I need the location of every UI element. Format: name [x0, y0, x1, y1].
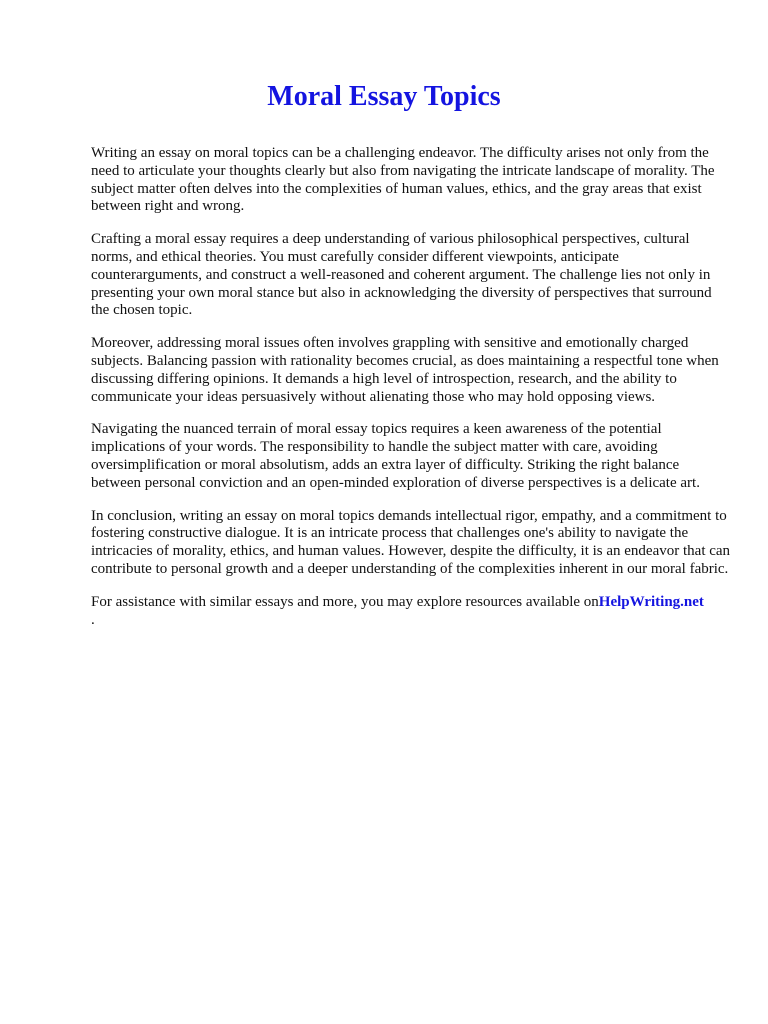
helpwriting-link[interactable]: HelpWriting.net — [598, 593, 704, 610]
page-title: Moral Essay Topics — [267, 81, 501, 112]
paragraph-5: In conclusion, writing an essay on moral topics demands intellectual rigor, empathy, and a commitment to fostering constructive dialogue. It is an intricate process that challenges one's ability to navigate the intricacies of morality, ethics, and human values. However, despite the difficulty, it is an endeavor that can contribute to personal growth and a deeper understanding of the complexities inherent in our moral fabric. — [91, 507, 731, 577]
essay-body — [91, 145, 731, 629]
paragraph-2: Crafting a moral essay requires a deep understanding of various philosophical perspectives, cultural norms, and ethical theories. You must carefully consider different viewpoints, anticipate counterarguments, and construct a well-reasoned and coherent argument. The challenge lies not only in presenting your own moral stance but also in acknowledging the diversity of perspectives that surround the chosen topic. — [91, 231, 712, 319]
closing-period: . — [91, 611, 95, 628]
closing-paragraph — [91, 594, 731, 630]
paragraph-4: Navigating the nuanced terrain of moral essay topics requires a keen awareness of the potential implications of your words. The responsibility to handle the subject matter with care, avoiding oversimplification or moral absolutism, adds an extra layer of difficulty. Striking the right balance between personal conviction and an open-minded exploration of diverse perspectives is a delicate art. — [91, 421, 700, 491]
closing-text: For assistance with similar essays and more, you may explore resources available on — [91, 593, 599, 610]
paragraph-3: Moreover, addressing moral issues often involves grappling with sensitive and emotionally charged subjects. Balancing passion with rationality becomes crucial, as does maintaining a respectful tone when discussing differing opinions. It demands a high level of introspection, research, and the ability to communicate your ideas persuasively without alienating those who may hold opposing views. — [91, 335, 719, 405]
paragraph-1: Writing an essay on moral topics can be a challenging endeavor. The difficulty arises not only from the need to articulate your thoughts clearly but also from navigating the intricate landscape of morality. The subject matter often delves into the complexities of human values, ethics, and the gray areas that exist between right and wrong. — [91, 145, 715, 215]
